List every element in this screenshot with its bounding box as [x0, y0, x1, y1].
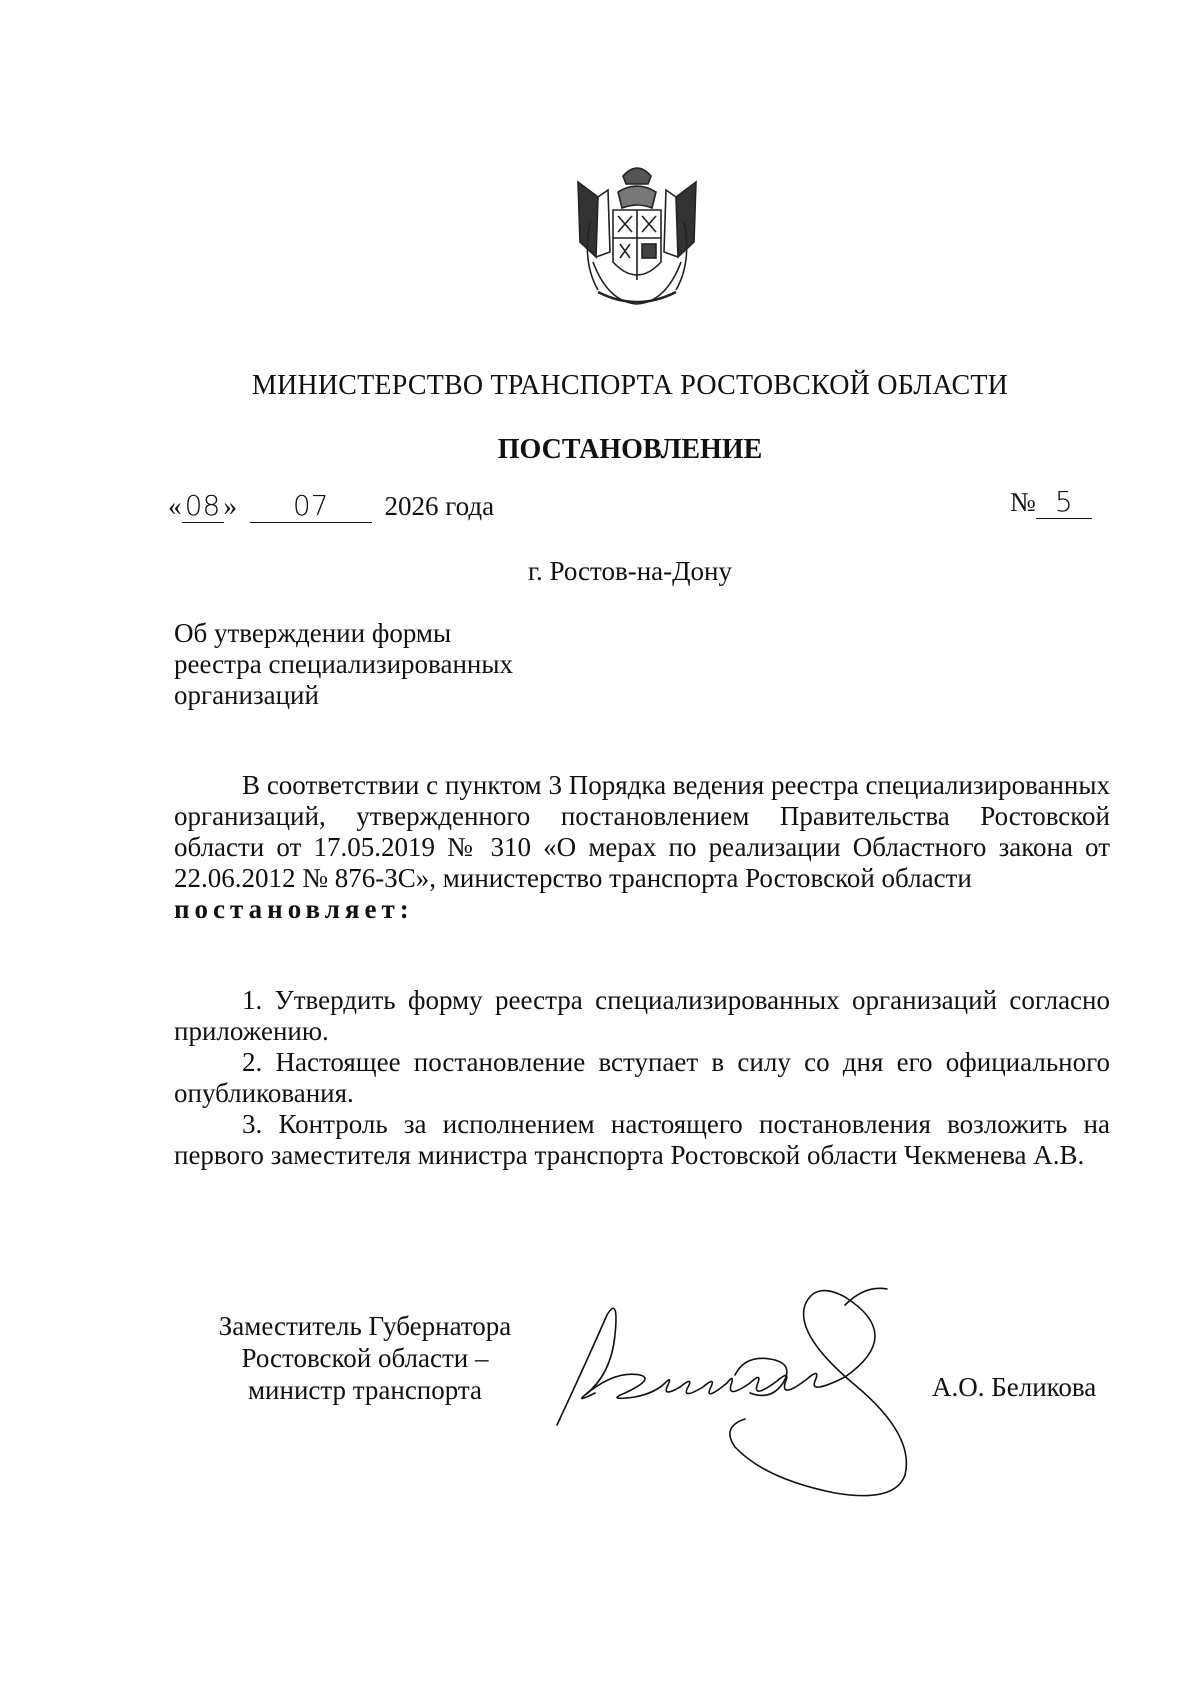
handwritten-signature	[545, 1275, 965, 1515]
date-year: 2026 года	[384, 491, 495, 521]
date-day: 08	[182, 490, 224, 523]
coat-of-arms-icon	[568, 162, 706, 312]
signer-position-line: Заместитель Губернатора	[218, 1311, 512, 1341]
date-close-quote: »	[223, 491, 237, 521]
date-line	[168, 490, 494, 523]
preamble-text: В соответствии с пунктом 3 Порядка ведения реестра специализированных организаций, утвержденного постановлением Правительства Ростовской области от 17.05.2019 № 310 «О мерах по реализации Областного закона от 22.06.2012 № 876-ЗС», министерство транспорта Ростовской области	[174, 770, 1110, 893]
document-subject	[174, 618, 594, 711]
number-value: 5	[1036, 486, 1092, 519]
subject-line: Об утверждении формы	[174, 618, 452, 648]
signer-name: А.О. Беликова	[932, 1372, 1097, 1402]
signer-position	[210, 1310, 520, 1406]
number-label: №	[1010, 487, 1036, 517]
resolves-word: постановляет:	[174, 894, 414, 924]
date-month: 07	[250, 490, 372, 523]
document-type-heading: ПОСТАНОВЛЕНИЕ	[497, 434, 763, 465]
signer-position-line: Ростовской области –	[241, 1343, 489, 1373]
ministry-title: МИНИСТЕРСТВО ТРАНСПОРТА РОСТОВСКОЙ ОБЛАСТИ	[251, 370, 1009, 401]
subject-line: организаций	[174, 680, 319, 710]
city-line: г. Ростов-на-Дону	[527, 556, 732, 586]
date-open-quote: «	[168, 491, 182, 521]
document-number	[1010, 486, 1092, 519]
signer-position-line: министр транспорта	[247, 1375, 483, 1405]
resolution-items	[174, 985, 1110, 1171]
resolution-item: 1. Утвердить форму реестра специализированных организаций согласно приложению.	[174, 985, 1110, 1046]
preamble-paragraph	[174, 770, 1110, 925]
subject-line: реестра специализированных	[174, 649, 513, 679]
resolution-item: 3. Контроль за исполнением настоящего постановления возложить на первого заместителя министра транспорта Ростовской области Чекменева А.В.	[174, 1109, 1110, 1170]
resolution-item: 2. Настоящее постановление вступает в силу со дня его официального опубликования.	[174, 1047, 1110, 1108]
